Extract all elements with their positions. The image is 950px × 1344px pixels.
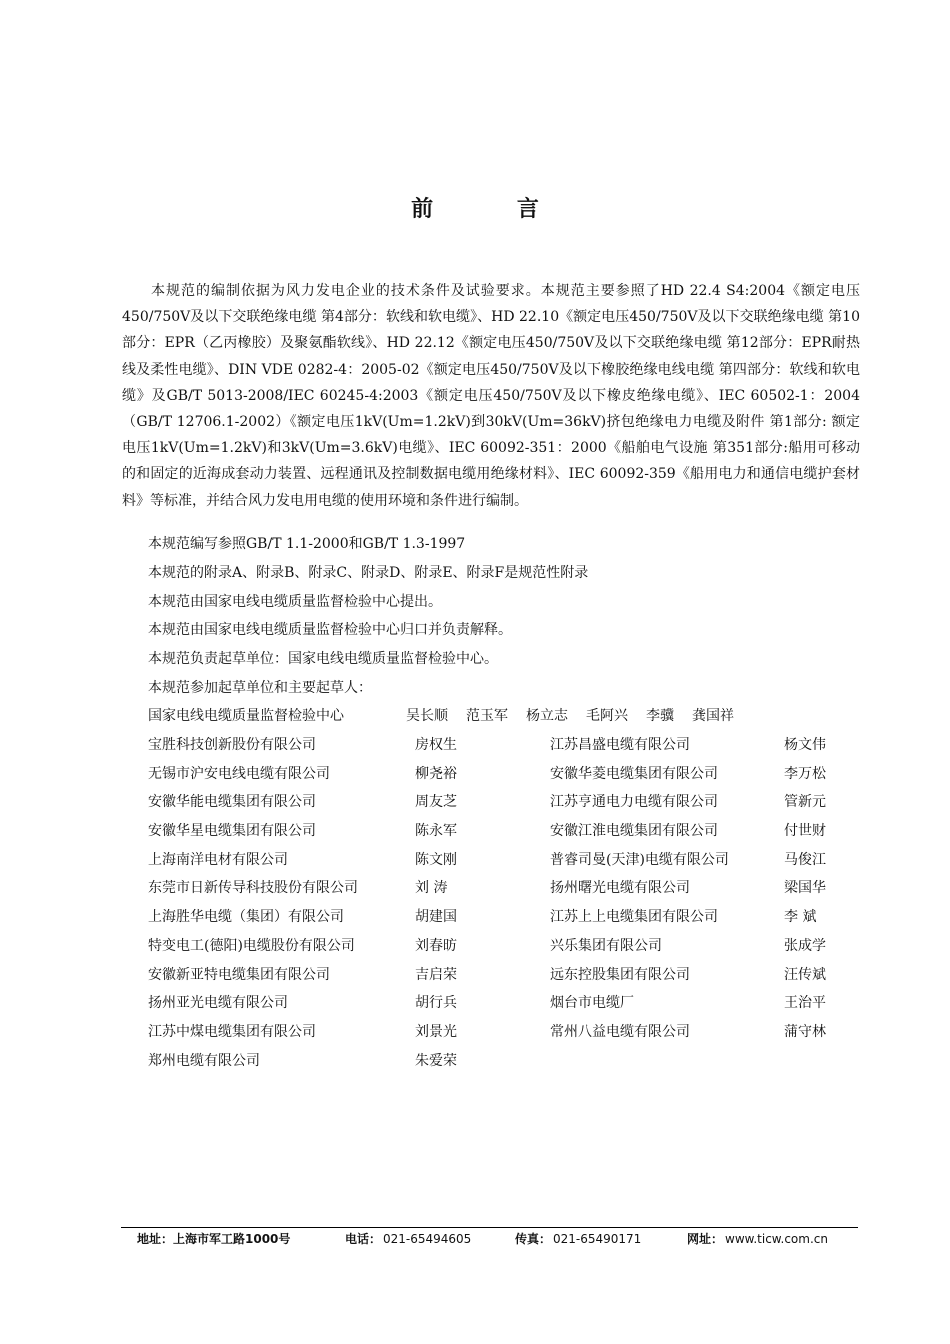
participant-row [148,936,868,965]
lead-org-name: 国家电线电缆质量监督检验中心 [148,708,344,724]
company-name: 江苏中煤电缆集团有限公司 [148,1023,316,1040]
person-name: 王治平 [784,995,826,1012]
lead-person: 龚国祥 [692,708,734,724]
lead-person: 李骥 [646,708,674,724]
intro-paragraph [122,278,860,514]
person-name: 周友芝 [415,794,457,811]
footer-fax: 021-65490171 [553,1232,642,1246]
participant-row [148,792,868,821]
lead-person: 杨立志 [526,708,568,724]
footer-divider [121,1227,858,1228]
person-name: 陈文刚 [415,851,457,868]
participants-heading: 本规范参加起草单位和主要起草人： [148,680,372,696]
lead-person: 吴长顺 [406,708,448,724]
page-footer [137,1229,847,1249]
interpretation-line: 本规范由国家电线电缆质量监督检验中心归口并负责解释。 [148,622,512,638]
footer-address: 地址：上海市军工路1000号 [137,1232,291,1246]
person-name: 马俊江 [784,851,826,868]
person-name: 刘景光 [415,1023,457,1040]
participant-row [148,764,868,793]
person-name: 付世财 [784,823,826,840]
footer-web-label: 网址： [687,1232,724,1246]
company-name: 扬州曙光电缆有限公司 [550,880,690,897]
person-name: 张成学 [784,937,826,954]
participant-row [148,965,868,994]
company-name: 无锡市沪安电线电缆有限公司 [148,765,330,782]
company-name: 兴乐集团有限公司 [550,937,662,954]
company-name: 烟台市电缆厂 [550,995,634,1012]
page-title: 前 言 [411,197,577,222]
person-name: 管新元 [784,794,826,811]
person-name: 汪传斌 [784,966,826,983]
footer-phone: 021-65494605 [383,1232,472,1246]
participants-table [148,735,868,1079]
company-name: 安徽新亚特电缆集团有限公司 [148,966,330,983]
participant-row [148,878,868,907]
person-name: 胡建国 [415,909,457,926]
footer-fax-label: 传真： [515,1232,552,1246]
company-name: 江苏昌盛电缆有限公司 [550,737,690,753]
person-name: 李万松 [784,765,826,782]
participant-row [148,735,868,764]
proposer-line: 本规范由国家电线电缆质量监督检验中心提出。 [148,594,442,610]
company-name: 常州八益电缆有限公司 [550,1023,690,1040]
lead-person: 范玉军 [466,708,508,724]
participant-row [148,993,868,1022]
person-name: 李 斌 [784,909,817,926]
footer-web: www.ticw.com.cn [725,1232,828,1246]
appendix-line: 本规范的附录A、附录B、附录C、附录D、附录E、附录F是规范性附录 [148,565,589,581]
person-name: 蒲守林 [784,1023,826,1040]
company-name: 安徽华菱电缆集团有限公司 [550,765,718,782]
lead-person: 毛阿兴 [586,708,628,724]
participant-row [148,821,868,850]
company-name: 江苏亨通电力电缆有限公司 [550,794,718,811]
person-name: 朱爱荣 [415,1052,457,1069]
company-name: 安徽江淮电缆集团有限公司 [550,823,718,840]
lead-org-row [148,706,752,726]
participant-row [148,1022,868,1051]
intro-paragraph-text: 本规范的编制依据为风力发电企业的技术条件及试验要求。本规范主要参照了HD 22.4 S4:2004《额定电压450/750V及以下交联绝缘电缆 第4部分：软线和软电缆》、HD 22.10《额定电压450/750V及以下交联绝缘电缆 第10部分：EPR（乙丙橡胶）及聚氨酯软线》、HD 22.12《额定电压450/750V及以下交联绝缘电缆 第12部分：EPR耐热线及柔性电缆》、DIN VDE 0282-4：2005-02《额定电压450/750V及以下橡胶绝缘电线电缆 第四部分：软线和软电缆》及GB/T 5013-2008/IEC 60245-4:2003《额定电压450/750V及以下橡皮绝缘电缆》、IEC 60502-1：2004（GB/T 12706.1-2002）《额定电压1kV(Um=1.2kV)到30kV(Um=36kV)挤包绝缘电力电缆及附件 第1部分: 额定电压1kV(Um=1.2kV)和3kV(Um=3.6kV)电缆》、IEC 60092-351：2000《船舶电气设施 第351部分:船用可移动的和固定的近海成套动力装置、远程通讯及控制数据电缆用绝缘材料》、IEC 60092-359《船用电力和通信电缆护套材料》等标准，并结合风力发电用电缆的使用环境和条件进行编制。 [122,283,860,509]
person-name: 陈永军 [415,823,457,840]
company-name: 安徽华能电缆集团有限公司 [148,794,316,811]
person-name: 吉启荣 [415,966,457,983]
person-name: 杨文伟 [784,737,826,753]
company-name: 上海胜华电缆（集团）有限公司 [148,909,344,926]
company-name: 安徽华星电缆集团有限公司 [148,823,316,840]
company-name: 宝胜科技创新股份有限公司 [148,737,316,753]
company-name: 郑州电缆有限公司 [148,1052,260,1069]
person-name: 刘春昉 [415,937,457,954]
person-name: 房权生 [415,737,457,753]
drafter-line: 本规范负责起草单位：国家电线电缆质量监督检验中心。 [148,651,498,667]
company-name: 普睿司曼(天津)电缆有限公司 [550,851,729,868]
participant-row [148,1051,868,1080]
reference-line: 本规范编写参照GB/T 1.1-2000和GB/T 1.3-1997 [148,536,466,552]
company-name: 远东控股集团有限公司 [550,966,690,983]
company-name: 特变电工(德阳)电缆股份有限公司 [148,937,355,954]
company-name: 东莞市日新传导科技股份有限公司 [148,880,358,897]
participant-row [148,907,868,936]
participant-row [148,850,868,879]
person-name: 柳尧裕 [415,765,457,782]
person-name: 胡行兵 [415,995,457,1012]
company-name: 扬州亚光电缆有限公司 [148,995,288,1012]
company-name: 上海南洋电材有限公司 [148,851,288,868]
person-name: 梁国华 [784,880,826,897]
person-name: 刘 涛 [415,880,448,897]
footer-phone-label: 电话： [345,1232,382,1246]
company-name: 江苏上上电缆集团有限公司 [550,909,718,926]
